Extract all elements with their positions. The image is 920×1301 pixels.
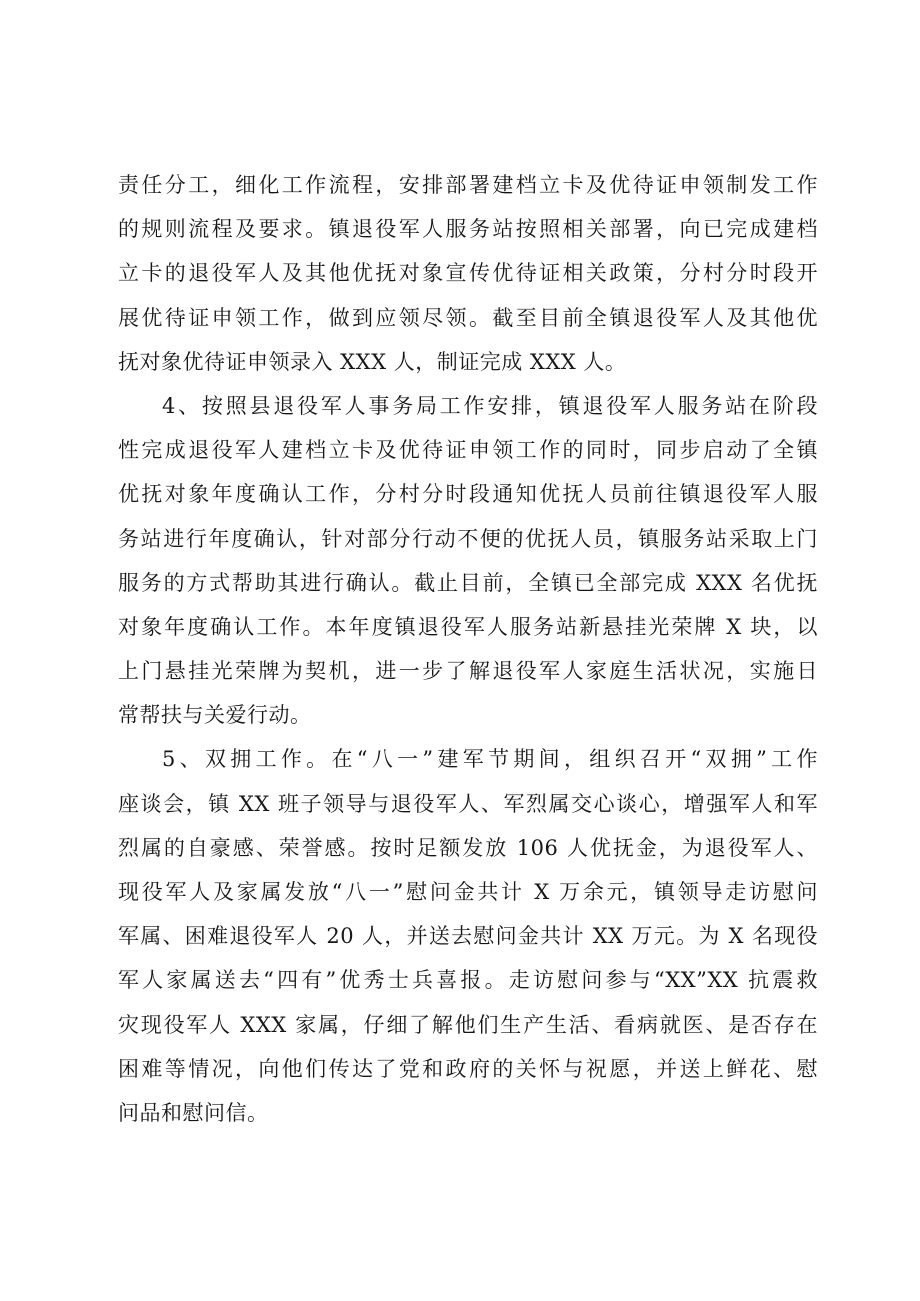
text-line: 困难等情况，向他们传达了党和政府的关怀与祝愿，并送上鲜花、慰	[118, 1056, 818, 1081]
text-line: 军属、困难退役军人 20 人，并送去慰问金共计 XX 万元。为 X 名现役	[118, 924, 818, 949]
text-line: 对象年度确认工作。本年度镇退役军人服务站新悬挂光荣牌 X 块，以	[118, 614, 818, 639]
text-line: 5、双拥工作。在“八一”建军节期间，组织召开“双拥”工作	[162, 747, 818, 772]
text-line: 烈属的自豪感、荣誉感。按时足额发放 106 人优抚金，为退役军人、	[118, 835, 818, 860]
text-line: 展优待证申领工作，做到应领尽领。截至目前全镇退役军人及其他优	[118, 305, 818, 330]
text-line: 问品和慰问信。	[118, 1100, 269, 1125]
text-line: 常帮扶与关爱行动。	[118, 703, 312, 728]
text-line: 现役军人及家属发放“八一”慰问金共计 X 万余元，镇领导走访慰问	[118, 880, 818, 904]
text-line: 责任分工，细化工作流程，安排部署建档立卡及优待证申领制发工作	[118, 173, 818, 197]
text-line: 务站进行年度确认，针对部分行动不便的优抚人员，镇服务站采取上门	[118, 526, 818, 551]
text-line: 4、按照县退役军人事务局工作安排，镇退役军人服务站在阶段	[162, 393, 818, 418]
text-line: 立卡的退役军人及其他优抚对象宣传优待证相关政策，分村分时段开	[118, 261, 818, 286]
text-line: 座谈会，镇 XX 班子领导与退役军人、军烈属交心谈心，增强军人和军	[118, 791, 818, 816]
text-line: 灾现役军人 XXX 家属，仔细了解他们生产生活、看病就医、是否存在	[118, 1012, 818, 1037]
text-line: 军人家属送去“四有”优秀士兵喜报。走访慰问参与“XX”XX 抗震救	[118, 968, 818, 993]
document-body	[118, 163, 818, 1135]
text-line: 抚对象优待证申领录入 XXX 人，制证完成 XXX 人。	[118, 349, 627, 374]
paragraph-item-4	[118, 384, 818, 738]
text-line: 优抚对象年度确认工作，分村分时段通知优抚人员前往镇退役军人服	[118, 482, 818, 507]
text-line: 上门悬挂光荣牌为契机，进一步了解退役军人家庭生活状况，实施日	[118, 659, 818, 684]
paragraph-continuation	[118, 163, 818, 384]
paragraph-item-5	[118, 737, 818, 1135]
text-line: 性完成退役军人建档立卡及优待证申领工作的同时，同步启动了全镇	[118, 438, 818, 463]
text-line: 的规则流程及要求。镇退役军人服务站按照相关部署，向已完成建档	[118, 217, 818, 242]
text-line: 服务的方式帮助其进行确认。截止目前，全镇已全部完成 XXX 名优抚	[118, 570, 818, 595]
